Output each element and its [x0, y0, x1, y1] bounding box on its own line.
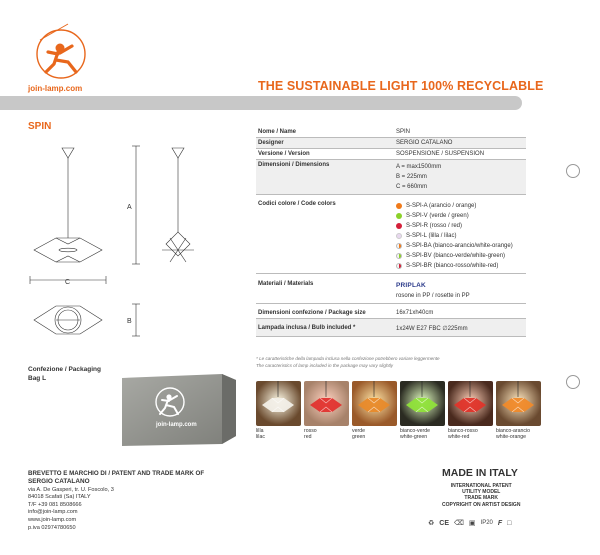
product-photo	[448, 381, 493, 426]
dim-c: C = 660mm	[396, 184, 428, 190]
binder-hole-bottom	[566, 375, 580, 389]
product-photo	[496, 381, 541, 426]
spec-row-colors	[256, 195, 526, 274]
color-code-item: S-SPI-R (rosso / red)	[396, 221, 524, 231]
address-city: 84018 Scafati (Sa) ITALY	[28, 494, 91, 501]
logo-text: join-lamp.com	[28, 84, 83, 93]
email-link[interactable]: info@join-lamp.com	[28, 509, 78, 516]
product-photo	[256, 381, 301, 426]
spec-value: SOSPENSIONE / SUSPENSION	[396, 151, 485, 157]
spec-value	[394, 160, 526, 194]
lamp-photo-icon	[352, 381, 397, 426]
double-insulation-icon: □	[507, 519, 512, 527]
color-code-item: S-SPI-V (verde / green)	[396, 211, 524, 221]
spec-row-package	[256, 304, 526, 319]
color-code-item: S-SPI-BV (bianco-verde/white-green)	[396, 251, 524, 261]
note-en: The caracteristics of lamp included in the package may vary slightly	[256, 362, 394, 368]
product-photo	[304, 381, 349, 426]
product-title: SPIN	[28, 121, 52, 132]
product-photo	[352, 381, 397, 426]
priplak-logo: PRIPLAK	[396, 282, 426, 289]
color-swatch-icon	[396, 233, 402, 239]
spec-value: SERGIO CATALANO	[396, 140, 453, 146]
f-mark-icon: F	[497, 519, 503, 527]
made-in-italy: MADE IN ITALY	[442, 467, 518, 479]
legal-notes: INTERNATIONAL PATENT UTILITY MODEL TRADE MARK COPYRIGHT ON ARTIST DESIGN	[442, 483, 521, 508]
spec-value: 1x24W E27 FBC ∅225mm	[396, 326, 468, 332]
company-address	[28, 478, 114, 532]
photo-label: verde green	[352, 428, 366, 441]
spec-key: Dimensioni confezione / Package size	[258, 310, 366, 316]
address-line: via A. De Gasperi, tr. U. Foscolo, 3	[28, 486, 114, 493]
lamp-photo-icon	[400, 381, 445, 426]
website-link[interactable]: www.join-lamp.com	[28, 516, 77, 523]
technical-drawing	[20, 140, 220, 340]
spec-value: SPIN	[396, 129, 411, 135]
lamp-photo-icon	[304, 381, 349, 426]
packaging-label: Confezione / Packaging Bag L	[28, 366, 101, 382]
spec-value: 16x71xh40cm	[396, 310, 434, 316]
vat-number: p.iva 02974780650	[28, 524, 76, 531]
spec-value	[394, 279, 526, 303]
color-code-item: S-SPI-BA (bianco-arancio/white-orange)	[396, 241, 524, 251]
materials-value: rosone in PP / rosette in PP	[396, 293, 470, 299]
dim-label-a: A	[127, 204, 132, 211]
patent-heading: BREVETTO E MARCHIO DI / PATENT AND TRADE MARK OF	[28, 470, 205, 477]
packaging-bag-image	[118, 370, 240, 450]
spec-row-materials	[256, 274, 526, 304]
spec-row-name	[256, 127, 526, 138]
color-code-list	[394, 199, 526, 273]
phone: T/F +39 081 8508666	[28, 501, 82, 508]
spec-row-version	[256, 149, 526, 160]
color-code-item: S-SPI-L (lilla / lilac)	[396, 231, 524, 241]
certification-icons	[428, 519, 511, 527]
lamp-photo-icon	[256, 381, 301, 426]
spec-table	[256, 127, 526, 337]
class2-icon: ▣	[468, 520, 476, 527]
photo-label: lilla lilac	[256, 428, 265, 441]
spec-key: Dimensioni / Dimensions	[258, 162, 330, 168]
color-code-item: S-SPI-BR (bianco-rosso/white-red)	[396, 261, 524, 271]
spec-key: Materiali / Materials	[258, 281, 314, 287]
spec-key: Designer	[258, 140, 284, 146]
spec-key: Nome / Name	[258, 129, 297, 135]
color-swatch-icon	[396, 243, 402, 249]
spec-row-dimensions	[256, 160, 526, 195]
ip-rating: IP20	[480, 520, 493, 526]
spec-key: Versione / Version	[258, 151, 310, 157]
dim-b: B = 225mm	[396, 174, 427, 180]
bulb-note	[256, 356, 526, 369]
company-name: SERGIO CATALANO	[28, 478, 90, 485]
dim-a: A = max1500mm	[396, 164, 442, 170]
color-swatch-icon	[396, 213, 402, 219]
bin-crossed-icon: ⌫	[454, 520, 464, 527]
bag-logo-text: join-lamp.com	[156, 422, 197, 428]
photo-label: bianco-rosso white-red	[448, 428, 478, 441]
dim-label-b: B	[127, 318, 132, 325]
spec-row-designer	[256, 138, 526, 149]
spec-key: Codici colore / Code colors	[258, 201, 336, 207]
lamp-photo-icon	[448, 381, 493, 426]
color-code-item: S-SPI-A (arancio / orange)	[396, 201, 524, 211]
photo-label: rosso red	[304, 428, 317, 441]
photo-label: bianco-verde white-green	[400, 428, 430, 441]
header-band	[0, 96, 522, 110]
headline: THE SUSTAINABLE LIGHT 100% RECYCLABLE	[258, 79, 544, 93]
spec-key: Lampada inclusa / Bulb included *	[258, 325, 356, 331]
color-swatch-icon	[396, 223, 402, 229]
product-photo	[400, 381, 445, 426]
ce-icon: CE	[439, 519, 450, 527]
photo-strip	[256, 381, 541, 426]
dim-label-c: C	[65, 279, 71, 286]
photo-label: bianco-arancio white-orange	[496, 428, 531, 441]
color-swatch-icon	[396, 203, 402, 209]
color-swatch-icon	[396, 253, 402, 259]
spec-row-bulb	[256, 319, 526, 337]
recycle-icon: ♻	[428, 520, 435, 527]
note-it: * Le caratteristiche della lampada inclusa nella confezione potrebbero variare leggermente	[256, 356, 440, 361]
lamp-photo-icon	[496, 381, 541, 426]
binder-hole-top	[566, 164, 580, 178]
color-swatch-icon	[396, 263, 402, 269]
